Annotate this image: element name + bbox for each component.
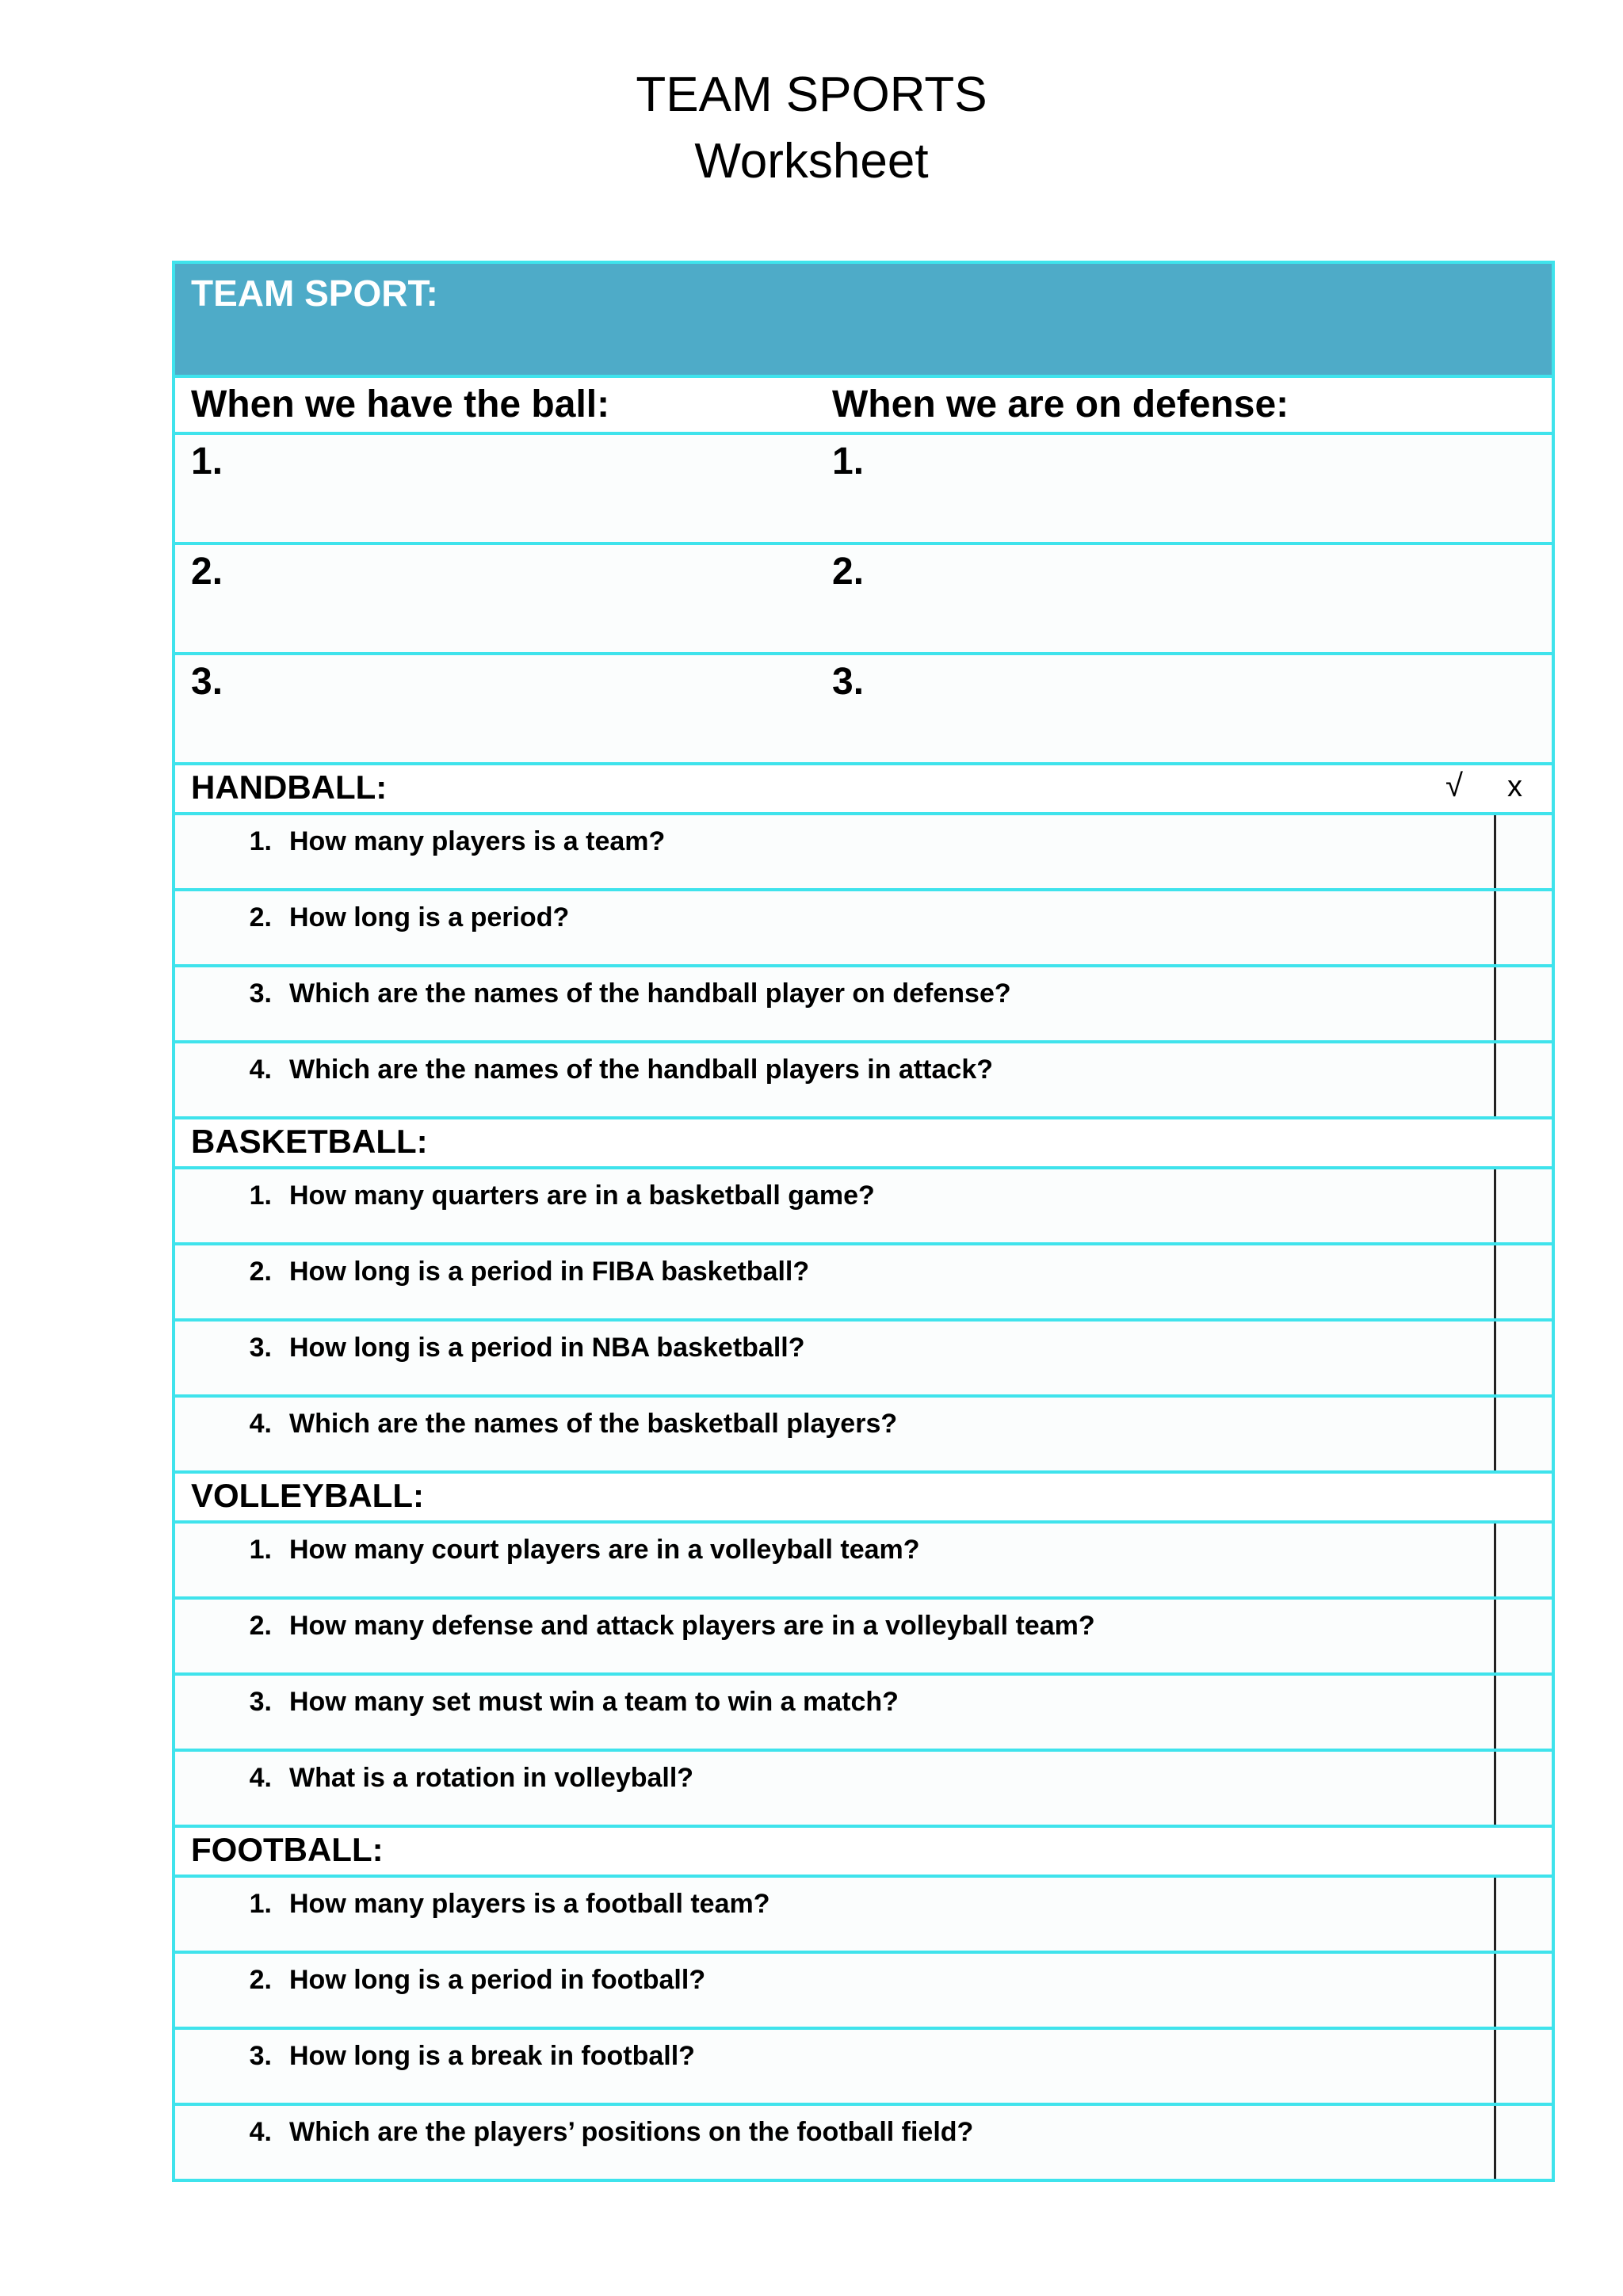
question-number: 2. xyxy=(249,1611,272,1641)
question-row[interactable] xyxy=(175,812,1552,888)
mark-column-divider xyxy=(1494,2030,1496,2103)
answer-row-1[interactable] xyxy=(175,432,1552,542)
question-row[interactable] xyxy=(175,964,1552,1040)
mark-column-divider xyxy=(1494,1954,1496,2027)
mark-column-divider xyxy=(1494,891,1496,964)
question-number: 2. xyxy=(249,1257,272,1287)
mark-column-divider xyxy=(1494,967,1496,1040)
question-text: How long is a period in FIBA basketball? xyxy=(289,1257,810,1287)
defense-column-header: When we are on defense: xyxy=(832,383,1289,425)
section-header-basketball xyxy=(175,1116,1552,1166)
section-header-football xyxy=(175,1825,1552,1875)
question-row[interactable] xyxy=(175,888,1552,964)
mark-column-divider xyxy=(1494,1169,1496,1242)
answer-row-2[interactable] xyxy=(175,542,1552,652)
title-line-1: TEAM SPORTS xyxy=(636,67,987,122)
question-number: 3. xyxy=(249,1687,272,1717)
question-row[interactable] xyxy=(175,1749,1552,1825)
question-text: What is a rotation in volleyball? xyxy=(289,1763,694,1793)
question-row[interactable] xyxy=(175,1875,1552,1951)
mark-column-divider xyxy=(1494,1676,1496,1749)
question-text: Which are the players’ positions on the football field? xyxy=(289,2117,974,2147)
mark-column-divider xyxy=(1494,1245,1496,1318)
section-label: FOOTBALL: xyxy=(191,1831,384,1868)
mark-column-divider xyxy=(1494,1752,1496,1825)
attack-item-number: 2. xyxy=(191,551,223,593)
question-number: 4. xyxy=(249,1409,272,1439)
question-number: 4. xyxy=(249,2117,272,2147)
section-label: HANDBALL: xyxy=(191,769,388,806)
columns-header-row xyxy=(175,375,1552,432)
mark-column-divider xyxy=(1494,2106,1496,2179)
question-number: 2. xyxy=(249,902,272,933)
defense-item-number: 1. xyxy=(832,441,865,482)
question-text: How long is a period? xyxy=(289,902,570,933)
question-text: Which are the names of the basketball players? xyxy=(289,1409,898,1439)
question-text: How many players is a football team? xyxy=(289,1889,770,1919)
question-text: How many players is a team? xyxy=(289,826,666,856)
question-number: 1. xyxy=(249,826,272,856)
question-text: How many set must win a team to win a match? xyxy=(289,1687,899,1717)
question-row[interactable] xyxy=(175,2103,1552,2179)
cross-mark-header: x xyxy=(1507,770,1522,803)
question-row[interactable] xyxy=(175,1672,1552,1749)
answer-row-3[interactable] xyxy=(175,652,1552,762)
mark-column-divider xyxy=(1494,815,1496,888)
question-number: 1. xyxy=(249,1180,272,1211)
question-row[interactable] xyxy=(175,1520,1552,1596)
section-label: BASKETBALL: xyxy=(191,1123,428,1160)
question-text: How many defense and attack players are in a volleyball team? xyxy=(289,1611,1095,1641)
question-row[interactable] xyxy=(175,1166,1552,1242)
question-number: 2. xyxy=(249,1965,272,1995)
attack-column-header: When we have the ball: xyxy=(191,383,610,425)
title-line-2: Worksheet xyxy=(694,134,929,189)
mark-column-divider xyxy=(1494,1878,1496,1951)
question-number: 1. xyxy=(249,1889,272,1919)
question-row[interactable] xyxy=(175,1394,1552,1470)
check-mark-header: √ xyxy=(1445,769,1463,803)
attack-item-number: 1. xyxy=(191,441,223,482)
question-text: How many quarters are in a basketball game? xyxy=(289,1180,875,1211)
mark-column-divider xyxy=(1494,1600,1496,1672)
question-number: 3. xyxy=(249,1333,272,1363)
mark-column-divider xyxy=(1494,1398,1496,1470)
question-row[interactable] xyxy=(175,1596,1552,1672)
question-number: 3. xyxy=(249,2041,272,2071)
mark-column-divider xyxy=(1494,1322,1496,1394)
question-row[interactable] xyxy=(175,2027,1552,2103)
question-text: How long is a break in football? xyxy=(289,2041,695,2071)
worksheet-title xyxy=(0,62,1623,195)
section-label: VOLLEYBALL: xyxy=(191,1477,424,1514)
attack-item-number: 3. xyxy=(191,661,223,703)
question-number: 1. xyxy=(249,1535,272,1565)
question-text: How many court players are in a volleyball team? xyxy=(289,1535,920,1565)
section-header-volleyball xyxy=(175,1470,1552,1520)
question-row[interactable] xyxy=(175,1951,1552,2027)
question-text: How long is a period in NBA basketball? xyxy=(289,1333,805,1363)
worksheet-table xyxy=(172,261,1555,2182)
question-row[interactable] xyxy=(175,1318,1552,1394)
question-row[interactable] xyxy=(175,1040,1552,1116)
team-sport-label: TEAM SPORT: xyxy=(191,273,438,314)
question-number: 4. xyxy=(249,1763,272,1793)
question-row[interactable] xyxy=(175,1242,1552,1318)
question-number: 3. xyxy=(249,978,272,1009)
mark-column-divider xyxy=(1494,1524,1496,1596)
question-text: How long is a period in football? xyxy=(289,1965,706,1995)
section-header-handball xyxy=(175,762,1552,812)
question-number: 4. xyxy=(249,1055,272,1085)
defense-item-number: 2. xyxy=(832,551,865,593)
team-sport-banner[interactable] xyxy=(175,264,1552,375)
question-text: Which are the names of the handball players in attack? xyxy=(289,1055,994,1085)
mark-column-divider xyxy=(1494,1043,1496,1116)
question-text: Which are the names of the handball player on defense? xyxy=(289,978,1011,1009)
defense-item-number: 3. xyxy=(832,661,865,703)
